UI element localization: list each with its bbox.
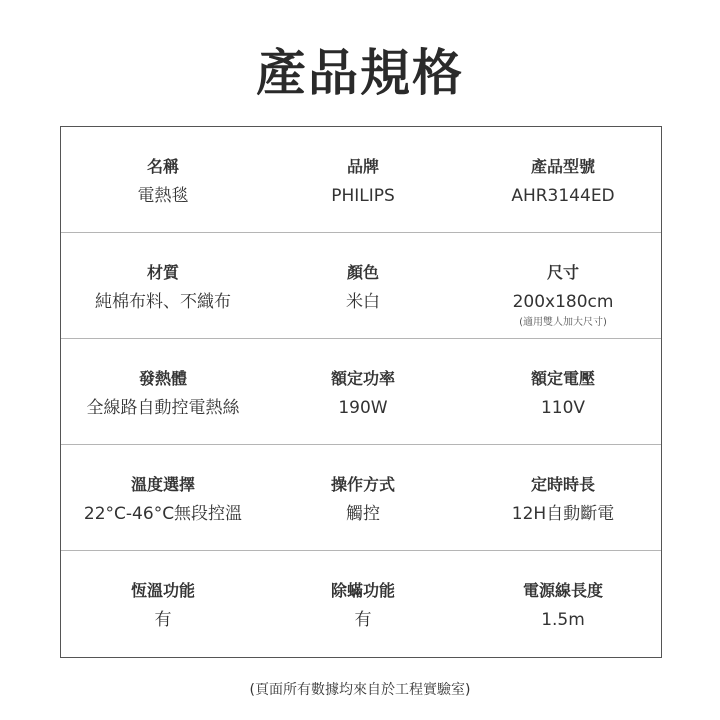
spec-value: 純棉布料、不織布	[95, 292, 231, 312]
spec-row	[61, 127, 661, 233]
spec-label: 額定電壓	[530, 369, 595, 388]
spec-row	[61, 445, 661, 551]
spec-cell-model	[463, 127, 663, 232]
spec-value: 米白	[346, 292, 380, 312]
spec-label: 溫度選擇	[130, 475, 195, 494]
spec-cell-cord-length	[463, 551, 663, 657]
spec-cell-anti-mite	[263, 551, 463, 657]
spec-cell-name	[63, 127, 263, 232]
page-title: 產品規格	[256, 44, 464, 102]
spec-label: 除蟎功能	[330, 581, 395, 600]
footnote: (頁面所有數據均來自於工程實驗室)	[249, 682, 471, 698]
spec-label: 品牌	[346, 157, 379, 176]
spec-cell-rated-voltage	[463, 339, 663, 444]
spec-cell-operation	[263, 445, 463, 550]
spec-value: 全線路自動控電熱絲	[86, 398, 240, 418]
spec-value: 22°C-46°C無段控溫	[83, 504, 243, 524]
spec-label: 顏色	[346, 263, 379, 282]
spec-label: 材質	[146, 263, 179, 282]
spec-row	[61, 551, 661, 657]
spec-cell-timer	[463, 445, 663, 550]
spec-row	[61, 233, 661, 339]
spec-label: 操作方式	[330, 475, 395, 494]
spec-label: 恆溫功能	[130, 581, 195, 600]
spec-label: 尺寸	[546, 263, 579, 282]
spec-cell-color	[263, 233, 463, 338]
spec-value: AHR3144ED	[511, 186, 615, 206]
spec-cell-temperature	[63, 445, 263, 550]
spec-value: 110V	[540, 398, 586, 418]
spec-label: 電源線長度	[522, 581, 603, 600]
spec-label: 定時時長	[530, 475, 595, 494]
spec-cell-size	[463, 233, 663, 338]
spec-cell-thermostat	[63, 551, 263, 657]
spec-cell-rated-power	[263, 339, 463, 444]
spec-value: 1.5m	[541, 610, 585, 630]
spec-cell-material	[63, 233, 263, 338]
spec-label: 產品型號	[530, 157, 595, 176]
spec-value: 12H自動斷電	[511, 504, 615, 524]
spec-value: 有	[354, 610, 372, 630]
spec-label: 發熱體	[138, 369, 187, 388]
spec-value: PHILIPS	[331, 186, 395, 206]
spec-table	[60, 126, 662, 658]
spec-cell-heating-element	[63, 339, 263, 444]
spec-value: 觸控	[346, 504, 380, 524]
spec-label: 額定功率	[330, 369, 395, 388]
spec-row	[61, 339, 661, 445]
spec-value: 電熱毯	[137, 186, 189, 206]
spec-value: 有	[154, 610, 172, 630]
spec-value: 190W	[338, 398, 388, 418]
spec-note: (適用雙人加大尺寸)	[519, 317, 607, 328]
spec-value: 200x180cm	[512, 292, 614, 312]
spec-cell-brand	[263, 127, 463, 232]
spec-label: 名稱	[146, 157, 179, 176]
